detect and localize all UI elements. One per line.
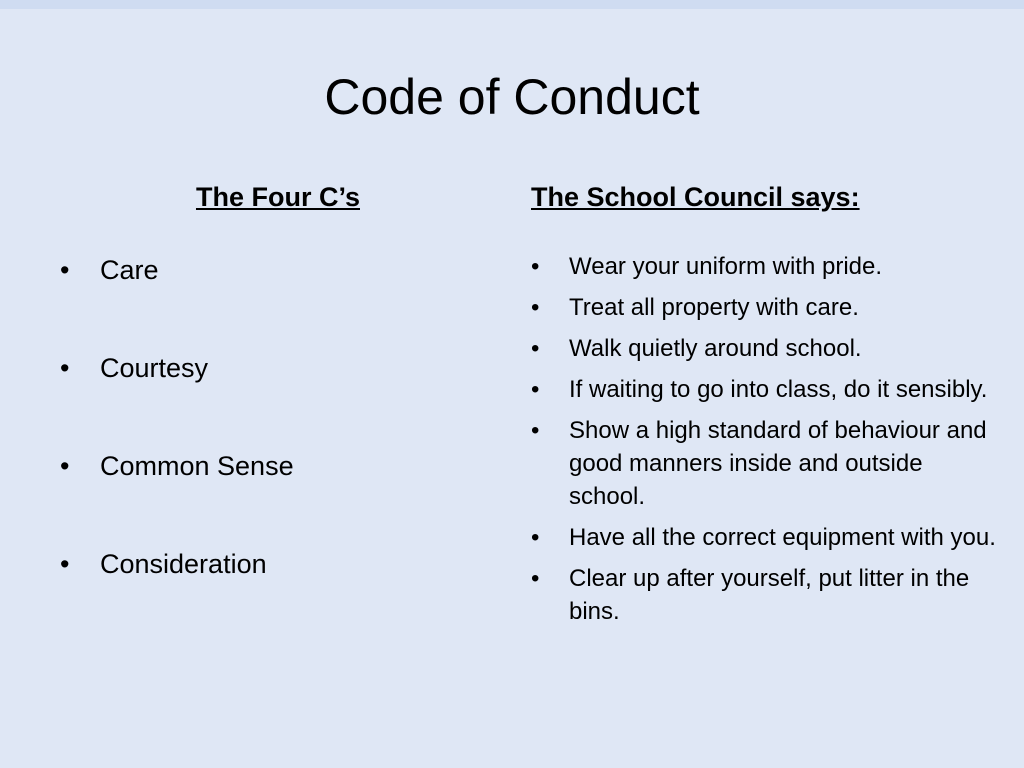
- list-item-text: Show a high standard of behaviour and good manners inside and outside school.: [569, 417, 987, 510]
- school-council-heading: The School Council says:: [531, 182, 860, 212]
- list-item-text: Clear up after yourself, put litter in the bins.: [569, 565, 970, 625]
- list-item-text: Wear your uniform with pride.: [569, 253, 883, 280]
- list-item-text: Walk quietly around school.: [569, 335, 862, 362]
- bullet-icon: •: [531, 335, 540, 362]
- bullet-icon: •: [531, 294, 540, 321]
- school-council-list: [531, 250, 1001, 636]
- list-item: [531, 250, 1001, 283]
- list-item: [531, 562, 1001, 628]
- bullet-icon: •: [60, 549, 70, 579]
- bullet-icon: •: [60, 451, 70, 481]
- top-accent-bar: [0, 0, 1024, 9]
- bullet-icon: •: [531, 253, 540, 280]
- list-item: [531, 332, 1001, 365]
- list-item: [531, 291, 1001, 324]
- list-item-text: If waiting to go into class, do it sensibly.: [569, 376, 988, 403]
- bullet-icon: •: [531, 417, 540, 444]
- list-item: [60, 448, 500, 546]
- bullet-icon: •: [531, 524, 540, 551]
- list-item: [531, 373, 1001, 406]
- list-item-text: Have all the correct equipment with you.: [569, 524, 996, 551]
- bullet-icon: •: [60, 353, 70, 383]
- list-item-text: Common Sense: [100, 451, 294, 481]
- list-item: [531, 521, 1001, 554]
- list-item: [531, 414, 1001, 513]
- bullet-icon: •: [531, 565, 540, 592]
- list-item-text: Care: [100, 255, 159, 285]
- bullet-icon: •: [531, 376, 540, 403]
- list-item-text: Courtesy: [100, 353, 209, 383]
- slide-title: Code of Conduct: [324, 69, 700, 125]
- list-item: [60, 350, 500, 448]
- four-cs-heading: The Four C’s: [195, 182, 360, 212]
- list-item: [60, 546, 500, 644]
- four-cs-list: [60, 252, 500, 644]
- list-item: [60, 252, 500, 350]
- bullet-icon: •: [60, 255, 70, 285]
- list-item-text: Consideration: [100, 549, 267, 579]
- list-item-text: Treat all property with care.: [569, 294, 859, 321]
